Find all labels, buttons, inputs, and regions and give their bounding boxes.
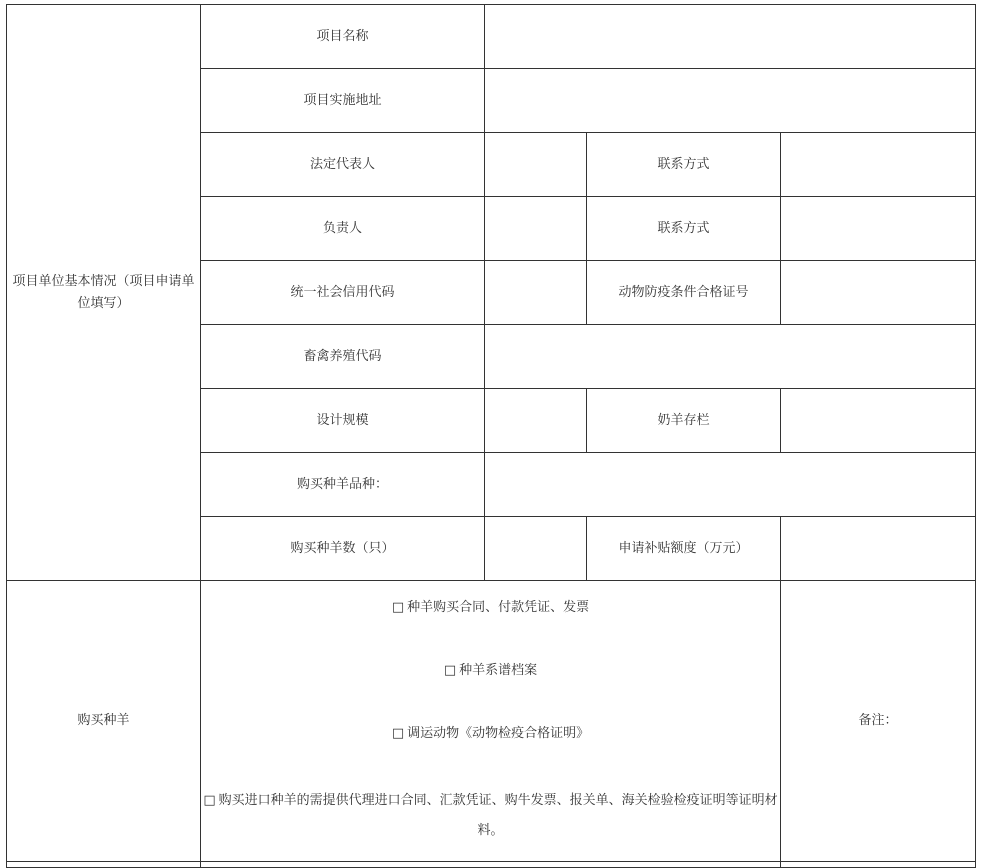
field-subsidy[interactable]	[781, 517, 976, 581]
checkbox-icon[interactable]: □	[443, 662, 457, 678]
row-trailing	[7, 862, 976, 868]
field-person-in-charge[interactable]	[485, 197, 587, 261]
label-contact-2: 联系方式	[587, 197, 781, 261]
checklist-item	[201, 660, 780, 682]
field-epidemic-cert[interactable]	[781, 261, 976, 325]
label-project-address: 项目实施地址	[201, 69, 485, 133]
label-subsidy: 申请补贴额度（万元）	[587, 517, 781, 581]
checklist-item-text: 调运动物《动物检疫合格证明》	[407, 725, 590, 741]
label-design-scale: 设计规模	[201, 389, 485, 453]
trailing-cell	[201, 862, 781, 868]
section-basic-info-label: 项目单位基本情况（项目申请单位填写）	[7, 5, 201, 581]
field-design-scale[interactable]	[485, 389, 587, 453]
checkbox-icon[interactable]: □	[391, 599, 405, 615]
note-label: 备注：	[858, 713, 898, 728]
label-contact-1: 联系方式	[587, 133, 781, 197]
row-project-name	[7, 5, 976, 69]
label-epidemic-cert: 动物防疫条件合格证号	[587, 261, 781, 325]
checklist-item-text: 购买进口种羊的需提供代理进口合同、汇款凭证、购牛发票、报关单、海关检验检疫证明等证明材料。	[218, 792, 778, 838]
field-contact-2[interactable]	[781, 197, 976, 261]
field-project-name[interactable]	[485, 5, 976, 69]
field-quantity[interactable]	[485, 517, 587, 581]
label-quantity: 购买种羊数（只）	[201, 517, 485, 581]
field-project-address[interactable]	[485, 69, 976, 133]
checkbox-icon[interactable]: □	[203, 792, 216, 808]
checklist-item-text: 种羊系谱档案	[459, 662, 538, 678]
field-livestock-code[interactable]	[485, 325, 976, 389]
label-goat-stock: 奶羊存栏	[587, 389, 781, 453]
materials-checklist	[201, 581, 781, 862]
checklist-item	[201, 597, 780, 619]
trailing-cell	[7, 862, 201, 868]
section-purchase-label: 购买种羊	[7, 581, 201, 862]
field-legal-rep[interactable]	[485, 133, 587, 197]
application-form-table	[6, 4, 976, 868]
checkbox-icon[interactable]: □	[391, 725, 405, 741]
field-breed[interactable]	[485, 453, 976, 517]
label-livestock-code: 畜禽养殖代码	[201, 325, 485, 389]
label-breed: 购买种羊品种：	[201, 453, 485, 517]
field-credit-code[interactable]	[485, 261, 587, 325]
label-project-name: 项目名称	[201, 5, 485, 69]
field-goat-stock[interactable]	[781, 389, 976, 453]
trailing-cell	[781, 862, 976, 868]
checklist-item	[201, 723, 780, 745]
label-credit-code: 统一社会信用代码	[201, 261, 485, 325]
field-contact-1[interactable]	[781, 133, 976, 197]
label-legal-rep: 法定代表人	[201, 133, 485, 197]
row-purchase-materials	[7, 581, 976, 862]
checklist-item-text: 种羊购买合同、付款凭证、发票	[407, 599, 590, 615]
checklist-item	[201, 786, 780, 846]
label-person-in-charge: 负责人	[201, 197, 485, 261]
note-cell[interactable]	[781, 581, 976, 862]
